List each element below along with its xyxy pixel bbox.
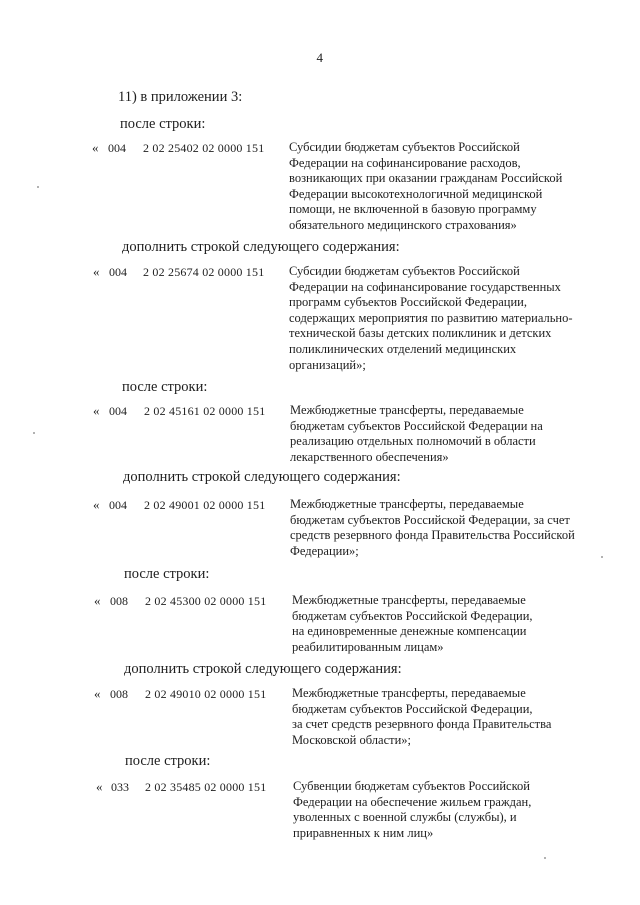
opening-quote: « — [93, 497, 100, 512]
description-line: Федерации на софинансирование государственных — [289, 279, 561, 294]
description-line: Московской области»; — [292, 732, 411, 747]
description-line: технической базы детских поликлиник и детских — [289, 326, 552, 341]
description-line: Субвенции бюджетам субъектов Российской — [293, 779, 530, 793]
scan-speck — [37, 186, 39, 188]
description-line: Федерации высокотехнологичной медицинской — [289, 186, 543, 201]
opening-quote: « — [93, 264, 100, 279]
description-line: лекарственного обеспечения» — [290, 449, 449, 464]
opening-quote: « — [93, 403, 100, 418]
description-line: бюджетам субъектов Российской Федерации, — [292, 701, 533, 716]
description-line: приравненных к ним лиц» — [293, 825, 434, 840]
heading-after-row: после строки: — [125, 753, 211, 769]
description-line: на единовременные денежные компенсации — [292, 624, 527, 639]
income-description — [292, 593, 592, 655]
description-line: Межбюджетные трансферты, передаваемые — [290, 403, 524, 417]
description-line: реабилитированным лицам» — [292, 639, 444, 654]
description-line: средств резервного фонда Правительства Российской — [290, 528, 575, 543]
admin-code: 033 — [111, 780, 129, 794]
admin-code: 004 — [108, 141, 126, 155]
income-description — [290, 497, 590, 559]
heading-after-row: после строки: — [120, 116, 206, 132]
income-description — [292, 686, 592, 748]
income-description — [293, 779, 593, 841]
description-line: программ субъектов Российской Федерации, — [289, 295, 527, 310]
income-description — [289, 264, 589, 373]
scan-speck — [544, 857, 546, 859]
heading-after-row: после строки: — [122, 379, 208, 395]
description-line: помощи, не включенной в базовую программу — [289, 202, 537, 217]
income-code: 2 02 35485 02 0000 151 — [145, 780, 267, 794]
heading-add-row: дополнить строкой следующего содержания: — [124, 661, 402, 677]
amendment-intro: 11) в приложении 3: — [118, 89, 243, 105]
description-line: Субсидии бюджетам субъектов Российской — [289, 140, 520, 154]
opening-quote: « — [94, 593, 101, 608]
opening-quote: « — [96, 779, 103, 794]
description-line: возникающих при оказании гражданам Российской — [289, 171, 563, 186]
admin-code: 008 — [110, 687, 128, 701]
description-line: Федерации»; — [290, 543, 359, 558]
description-line: поликлинических отделений медицинских — [289, 341, 517, 356]
income-code: 2 02 25674 02 0000 151 — [143, 265, 265, 279]
description-line: за счет средств резервного фонда Правительства — [292, 717, 552, 732]
description-line: реализацию отдельных полномочий в области — [290, 434, 536, 449]
income-description — [289, 140, 589, 234]
description-line: обязательного медицинского страхования» — [289, 217, 517, 232]
heading-add-row: дополнить строкой следующего содержания: — [123, 469, 401, 485]
description-line: Субсидии бюджетам субъектов Российской — [289, 264, 520, 278]
description-line: Межбюджетные трансферты, передаваемые — [292, 593, 526, 607]
description-line: бюджетам субъектов Российской Федерации, за счет — [290, 512, 570, 527]
income-code: 2 02 45161 02 0000 151 — [144, 404, 266, 418]
description-line: Межбюджетные трансферты, передаваемые — [290, 497, 524, 511]
admin-code: 008 — [110, 594, 128, 608]
scan-speck — [601, 556, 603, 558]
heading-after-row: после строки: — [124, 566, 210, 582]
income-code: 2 02 45300 02 0000 151 — [145, 594, 267, 608]
description-line: организаций»; — [289, 357, 366, 372]
income-description — [290, 403, 590, 465]
description-line: содержащих мероприятия по развитию материально- — [289, 310, 573, 325]
income-code: 2 02 25402 02 0000 151 — [143, 141, 265, 155]
description-line: Федерации на обеспечение жильем граждан, — [293, 794, 532, 809]
admin-code: 004 — [109, 498, 127, 512]
scan-speck — [33, 432, 35, 434]
description-line: Межбюджетные трансферты, передаваемые — [292, 686, 526, 700]
opening-quote: « — [92, 140, 99, 155]
description-line: Федерации на софинансирование расходов, — [289, 155, 521, 170]
description-line: бюджетам субъектов Российской Федерации, — [292, 608, 533, 623]
income-code: 2 02 49010 02 0000 151 — [145, 687, 267, 701]
admin-code: 004 — [109, 265, 127, 279]
income-code: 2 02 49001 02 0000 151 — [144, 498, 266, 512]
page-number: 4 — [316, 50, 324, 65]
description-line: уволенных с военной службы (службы), и — [293, 810, 517, 825]
admin-code: 004 — [109, 404, 127, 418]
opening-quote: « — [94, 686, 101, 701]
description-line: бюджетам субъектов Российской Федерации на — [290, 418, 543, 433]
heading-add-row: дополнить строкой следующего содержания: — [122, 239, 400, 255]
